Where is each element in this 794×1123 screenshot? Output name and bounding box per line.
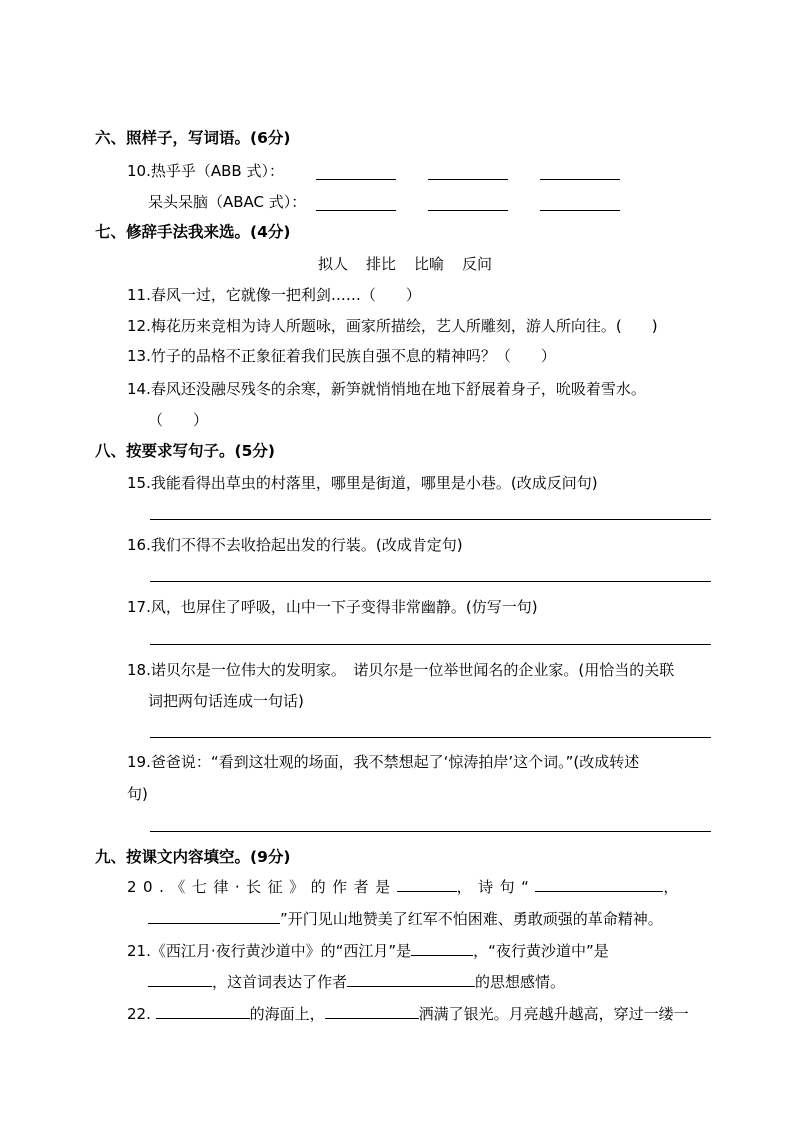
q20-line-1: 20.《七律·长征》的作者是 ，诗句“ ， [127,878,679,896]
q20-verse-blank-1[interactable] [535,877,663,892]
q19-answer-line[interactable] [150,831,711,832]
q22-blank-1[interactable] [156,1004,250,1019]
section-9-title: 九、按课文内容填空。(9分) [95,848,291,866]
option-parallelism: 排比 [366,255,397,273]
q20-verse-blank-2[interactable] [148,909,280,924]
q10-abac-blank-3[interactable] [540,210,620,211]
option-rhetorical-question: 反问 [462,255,493,273]
q13: 13.竹子的品格不正象征着我们民族自强不息的精神吗？（ ） [127,347,556,365]
q21-xijiangyue-blank[interactable] [411,941,473,956]
q10-abb-blank-3[interactable] [540,179,620,180]
section-6-title: 六、照样子，写词语。(6分) [95,129,291,147]
section-7-title: 七、修辞手法我来选。(4分) [95,223,291,241]
q10-label-abac: 呆头呆脑（ABAC 式）： [148,193,307,211]
q21-line-1: 21.《西江月·夜行黄沙道中》的“西江月”是 ，“夜行黄沙道中”是 [127,942,609,960]
q10-abac-blank-1[interactable] [316,210,396,211]
q21-line-2: ，这首词表达了作者 的思想感情。 [148,972,565,992]
q20-line-2: ”开门见山地赞美了红军不怕困难、勇敢顽强的革命精神。 [148,909,663,929]
option-metaphor: 比喻 [414,255,445,273]
q21-title-blank[interactable] [148,972,212,987]
q19-line-2: 句) [127,785,148,803]
q10-label-abb: 10.热乎乎（ABB 式）： [127,162,284,180]
q18-answer-line[interactable] [150,737,711,738]
q20-author-blank[interactable] [397,877,457,892]
q11: 11.春风一过，它就像一把利剑……（ ） [127,286,421,304]
q14-line-2: （ ） [148,411,209,429]
q10-abb-blank-1[interactable] [316,179,396,180]
q22-blank-2[interactable] [325,1004,419,1019]
section-8-title: 八、按要求写句子。(5分) [95,442,275,460]
q16: 16.我们不得不去收拾起出发的行装。(改成肯定句) [127,536,463,554]
q18-line-2: 词把两句话连成一句话) [148,692,304,710]
q15-answer-line[interactable] [150,519,711,520]
q21-feeling-blank[interactable] [347,972,475,987]
q14-line-1: 14.春风还没融尽残冬的余寒，新笋就悄悄地在地下舒展着身子，吮吸着雪水。 [127,380,646,398]
q15: 15.我能看得出草虫的村落里，哪里是街道，哪里是小巷。(改成反问句) [127,474,598,492]
q18-line-1: 18.诺贝尔是一位伟大的发明家。 诺贝尔是一位举世闻名的企业家。(用恰当的关联 [127,661,675,679]
rhetoric-options [318,254,510,274]
q12: 12.梅花历来竞相为诗人所题咏，画家所描绘，艺人所雕刻，游人所向往。( ) [127,317,658,335]
q10-abac-blank-2[interactable] [428,210,508,211]
q17-answer-line[interactable] [150,644,711,645]
q19-line-1: 19.爸爸说：“看到这壮观的场面，我不禁想起了‘惊涛拍岸’这个词。”(改成转述 [127,753,640,771]
option-personification: 拟人 [318,255,349,273]
q22-line-1: 22. 的海面上， 洒满了银光。月亮越升越高，穿过一缕一 [127,1005,689,1023]
q16-answer-line[interactable] [150,581,711,582]
q17: 17.风，也屏住了呼吸，山中一下子变得非常幽静。(仿写一句) [127,598,538,616]
q10-abb-blank-2[interactable] [428,179,508,180]
